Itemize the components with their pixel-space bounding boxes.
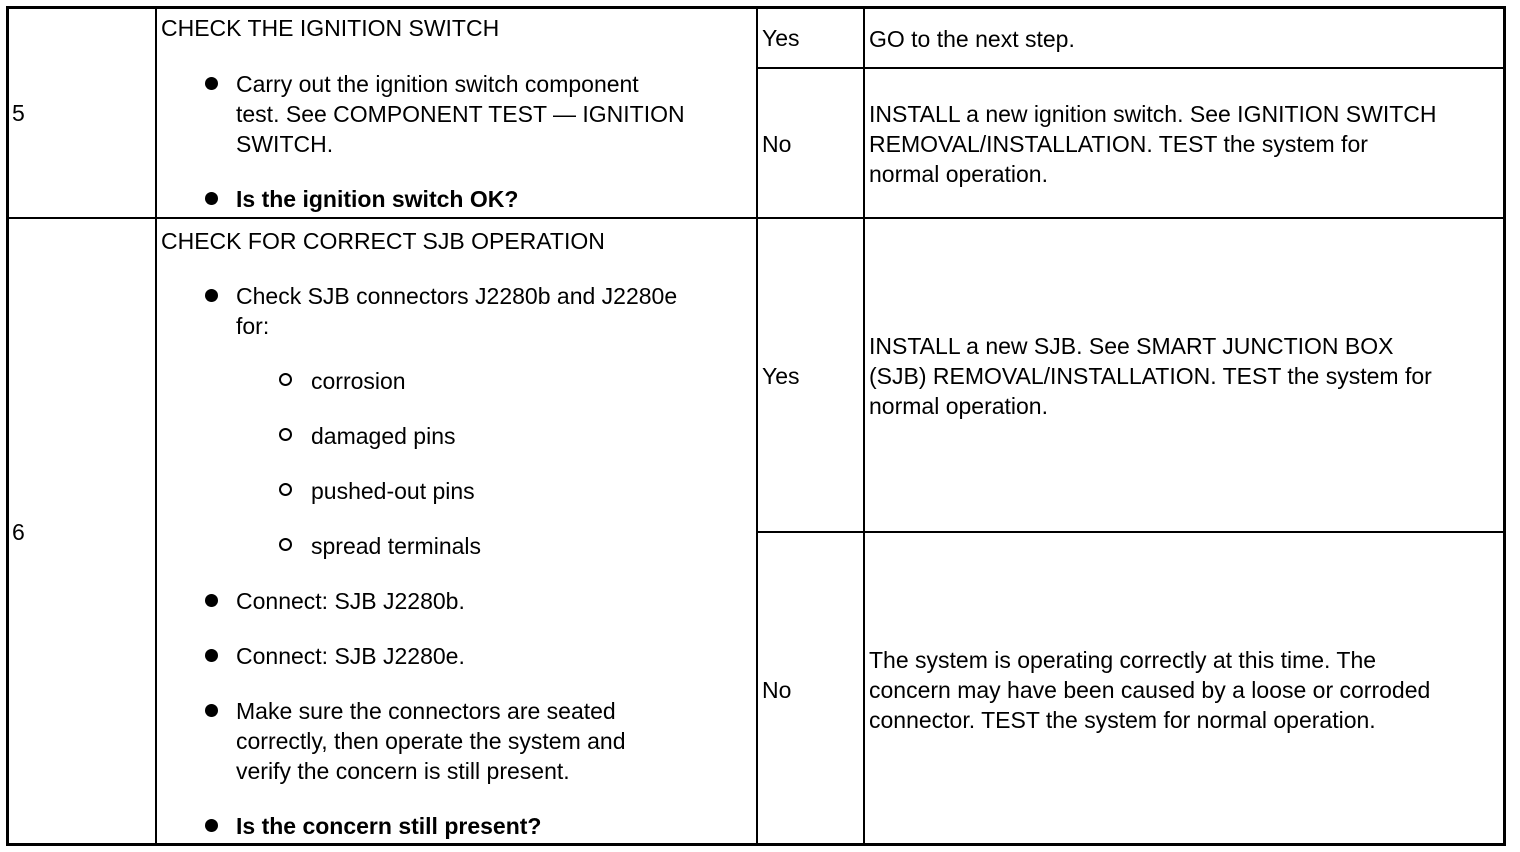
question-line: Is the concern still present?: [236, 813, 542, 839]
row-divider: [756, 67, 1506, 69]
yes-action-line: normal operation.: [869, 393, 1048, 419]
bullet-line: Make sure the connectors are seated: [236, 698, 616, 724]
no-action-line: normal operation.: [869, 161, 1048, 187]
sub-item: spread terminals: [311, 533, 482, 559]
no-label: No: [762, 131, 792, 157]
no-action-line: REMOVAL/INSTALLATION. TEST the system for: [869, 131, 1368, 157]
row-divider: [6, 217, 1506, 219]
step-number: 6: [12, 519, 25, 545]
no-action-line: concern may have been caused by a loose or corroded: [869, 677, 1431, 703]
bullet-line: SWITCH.: [236, 131, 334, 157]
bullet-line: test. See COMPONENT TEST — IGNITION: [236, 101, 685, 127]
bullet-line: verify the concern is still present.: [236, 758, 570, 784]
yes-action-line: (SJB) REMOVAL/INSTALLATION. TEST the system for: [869, 363, 1432, 389]
bullet-line: Carry out the ignition switch component: [236, 71, 639, 97]
bullet-icon: [205, 594, 218, 607]
circle-bullet-icon: [279, 428, 292, 441]
sub-item: pushed-out pins: [311, 478, 475, 504]
bullet-icon: [205, 649, 218, 662]
step-title: CHECK THE IGNITION SWITCH: [161, 15, 500, 41]
circle-bullet-icon: [279, 373, 292, 386]
bullet-line: Check SJB connectors J2280b and J2280e: [236, 283, 678, 309]
bullet-line: correctly, then operate the system and: [236, 728, 626, 754]
bullet-icon: [205, 192, 218, 205]
circle-bullet-icon: [279, 483, 292, 496]
yes-label: Yes: [762, 363, 800, 389]
column-divider: [863, 6, 865, 846]
yes-label: Yes: [762, 25, 800, 51]
row-divider: [756, 531, 1506, 533]
bullet-icon: [205, 819, 218, 832]
yes-action-line: INSTALL a new SJB. See SMART JUNCTION BOX: [869, 333, 1394, 359]
bullet-icon: [205, 289, 218, 302]
bullet-icon: [205, 704, 218, 717]
step-number: 5: [12, 100, 25, 126]
circle-bullet-icon: [279, 538, 292, 551]
question-line: Is the ignition switch OK?: [236, 186, 519, 212]
bullet-line: Connect: SJB J2280e.: [236, 643, 465, 669]
bullet-line: Connect: SJB J2280b.: [236, 588, 465, 614]
no-action-line: INSTALL a new ignition switch. See IGNITION SWITCH: [869, 101, 1437, 127]
column-divider: [756, 6, 758, 846]
sub-item: corrosion: [311, 368, 406, 394]
no-action-line: The system is operating correctly at this time. The: [869, 647, 1377, 673]
bullet-line: for:: [236, 313, 270, 339]
bullet-icon: [205, 77, 218, 90]
no-action-line: connector. TEST the system for normal operation.: [869, 707, 1376, 733]
column-divider: [155, 6, 157, 846]
step-title: CHECK FOR CORRECT SJB OPERATION: [161, 228, 605, 254]
no-label: No: [762, 677, 792, 703]
yes-action-line: GO to the next step.: [869, 26, 1075, 52]
sub-item: damaged pins: [311, 423, 456, 449]
